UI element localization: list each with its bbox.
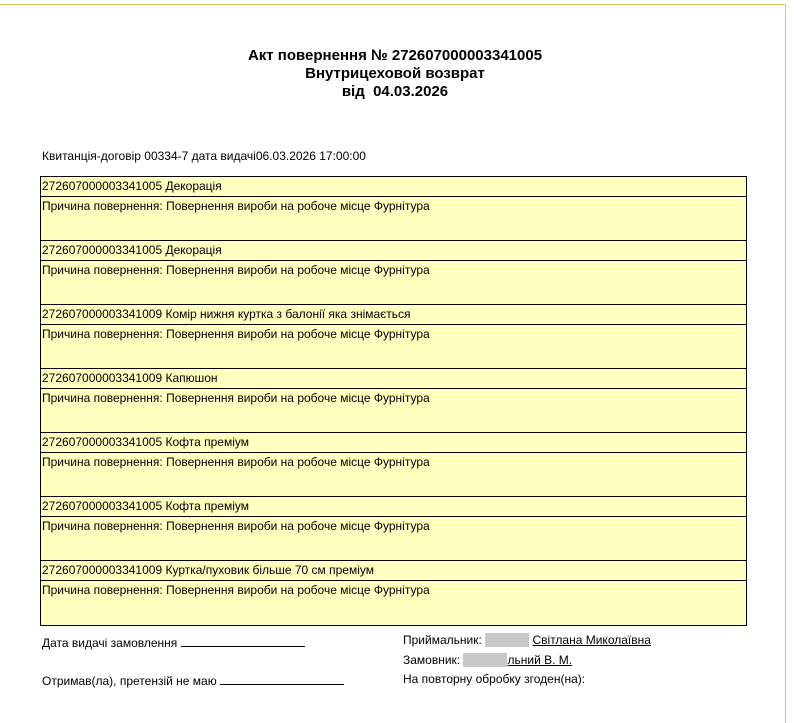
item-block	[41, 177, 746, 241]
document-header	[0, 47, 790, 101]
item-reason: Причина повернення: Повернення вироби на робоче місце Фурнітура	[41, 389, 746, 433]
item-reason: Причина повернення: Повернення вироби на робоче місце Фурнітура	[41, 325, 746, 369]
page-border-top	[0, 4, 785, 5]
receiver-name: Світлана Миколаївна	[532, 633, 651, 647]
receiver-label: Приймальник:	[403, 633, 482, 647]
receipt-line: Квитанція-договір 00334-7 дата видачі06.03.2026 17:00:00	[42, 149, 366, 163]
act-date: від 04.03.2026	[341, 83, 449, 100]
item-title: 272607000003341009 Куртка/пуховик більше 70 см преміум	[41, 561, 746, 581]
item-reason: Причина повернення: Повернення вироби на робоче місце Фурнітура	[42, 583, 430, 597]
item-block	[41, 305, 746, 369]
redacted-surname	[485, 633, 529, 647]
customer-name: льний В. М.	[507, 653, 573, 667]
act-subtitle: Внутрицеховой возврат	[305, 65, 485, 82]
receiver-line	[403, 633, 651, 647]
items-table	[40, 176, 747, 626]
item-title: 272607000003341005 Декорація	[41, 177, 746, 197]
page-border-right	[785, 4, 786, 723]
reprocess-line	[403, 672, 585, 686]
received-label: Отримав(ла), претензій не маю	[42, 674, 217, 688]
item-block	[41, 241, 746, 305]
item-title: 272607000003341009 Комір нижня куртка з балонії яка знімається	[41, 305, 746, 325]
act-title: Акт повернення № 272607000003341005	[247, 47, 543, 64]
item-title: 272607000003341005 Кофта преміум	[41, 497, 746, 517]
customer-label: Замовник:	[403, 653, 461, 667]
item-reason: Причина повернення: Повернення вироби на робоче місце Фурнітура	[41, 197, 746, 241]
received-signature-blank	[220, 672, 344, 685]
item-block	[41, 369, 746, 433]
issue-date-blank	[181, 634, 305, 647]
item-title: 272607000003341009 Капюшон	[41, 369, 746, 389]
item-reason: Причина повернення: Повернення вироби на робоче місце Фурнітура	[41, 261, 746, 305]
item-block	[41, 561, 746, 625]
issue-date-label: Дата видачі замовлення	[42, 636, 178, 650]
item-title: 272607000003341005 Декорація	[41, 241, 746, 261]
issue-date-line	[42, 634, 305, 650]
item-reason: Причина повернення: Повернення вироби на робоче місце Фурнітура	[41, 453, 746, 497]
item-reason: Причина повернення: Повернення вироби на робоче місце Фурнітура	[41, 517, 746, 561]
reprocess-label: На повторну обробку згоден(на):	[403, 672, 586, 686]
item-block	[41, 433, 746, 497]
customer-line	[403, 653, 572, 667]
item-block	[41, 497, 746, 561]
received-line	[42, 672, 344, 688]
item-title: 272607000003341005 Кофта преміум	[41, 433, 746, 453]
redacted-surname	[463, 653, 507, 667]
